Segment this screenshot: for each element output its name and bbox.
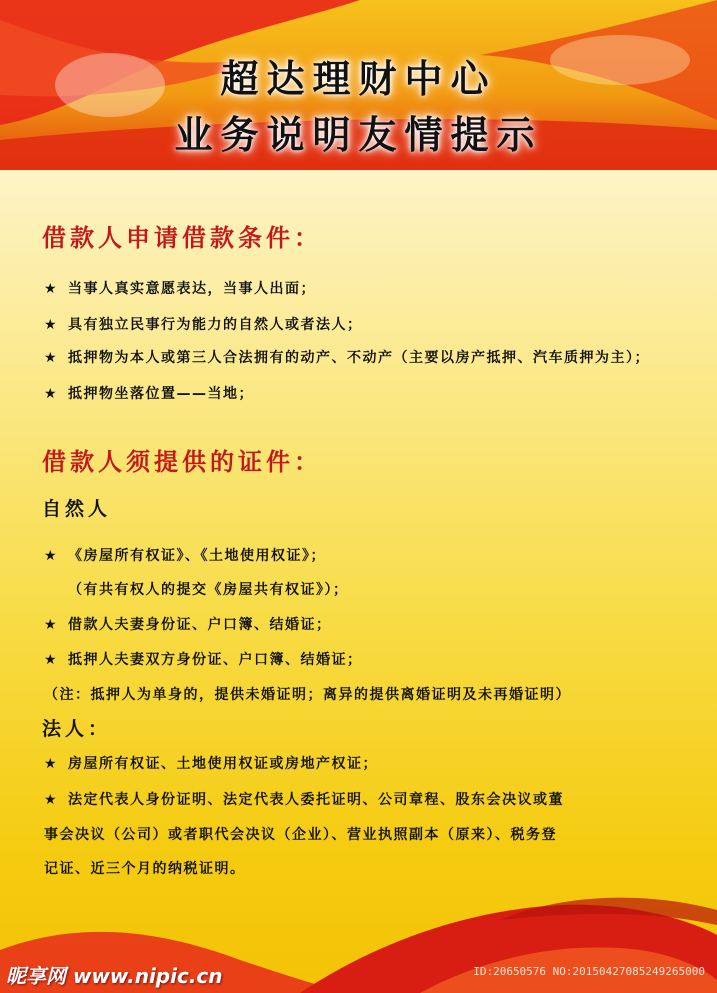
list-item [44, 789, 564, 809]
list-item [44, 649, 363, 669]
list-item [44, 753, 378, 773]
list-item [44, 579, 349, 599]
item-text: 抵押人夫妻双方身份证、户口簿、结婚证； [68, 652, 363, 668]
item-text: 当事人真实意愿表达，当事人出面； [68, 281, 316, 297]
item-text: 具有独立民事行为能力的自然人或者法人； [68, 317, 363, 333]
item-text: 抵押物为本人或第三人合法拥有的动产、不动产（主要以房产抵押、汽车质押为主）； [68, 350, 650, 366]
item-text: 法定代表人身份证明、法定代表人委托证明、公司章程、股东会决议或董 [68, 792, 564, 808]
subheading-natural-person: 自然人 [42, 498, 112, 520]
watermark-logo: 昵享网 www.nipic.cn [6, 964, 223, 988]
list-item [44, 383, 254, 403]
list-item [44, 347, 650, 367]
star-icon: ★ [44, 792, 59, 808]
item-text: （有共有权人的提交《房屋共有权证》）； [68, 582, 349, 598]
subheading-legal-person: 法人： [42, 718, 112, 740]
note-text: （注：抵押人为单身的，提供未婚证明；离异的提供离婚证明及未再婚证明） [44, 687, 571, 703]
list-item [44, 614, 332, 634]
list-item [44, 278, 316, 298]
star-icon: ★ [44, 756, 59, 772]
title-line-2: 业务说明友情提示 [174, 113, 543, 157]
star-icon: ★ [44, 617, 59, 633]
section-heading-conditions: 借款人申请借款条件： [42, 224, 322, 252]
watermark-id: ID:20650576 NO:20150427085249265000 [473, 965, 705, 978]
star-icon: ★ [44, 281, 59, 297]
continuation-text: 事会决议（公司）或者职代会决议（企业）、营业执照副本（原来）、税务登 [44, 827, 557, 843]
star-icon: ★ [44, 652, 59, 668]
star-icon: ★ [44, 317, 59, 333]
star-icon: ★ [44, 548, 59, 564]
list-item [44, 314, 363, 334]
item-text: 借款人夫妻身份证、户口簿、结婚证； [68, 617, 332, 633]
item-text: 房屋所有权证、土地使用权证或房地产权证； [68, 756, 378, 772]
list-item [44, 545, 326, 565]
star-icon: ★ [44, 350, 59, 366]
continuation-text: 记证、近三个月的纳税证明。 [44, 861, 246, 877]
item-text: 《房屋所有权证》、《土地使用权证》； [68, 548, 326, 564]
item-text: 抵押物坐落位置——当地； [68, 386, 254, 402]
top-banner [0, 0, 717, 170]
star-icon: ★ [44, 386, 59, 402]
title-line-1: 超达理财中心 [220, 57, 497, 101]
section-heading-documents: 借款人须提供的证件： [42, 448, 322, 476]
